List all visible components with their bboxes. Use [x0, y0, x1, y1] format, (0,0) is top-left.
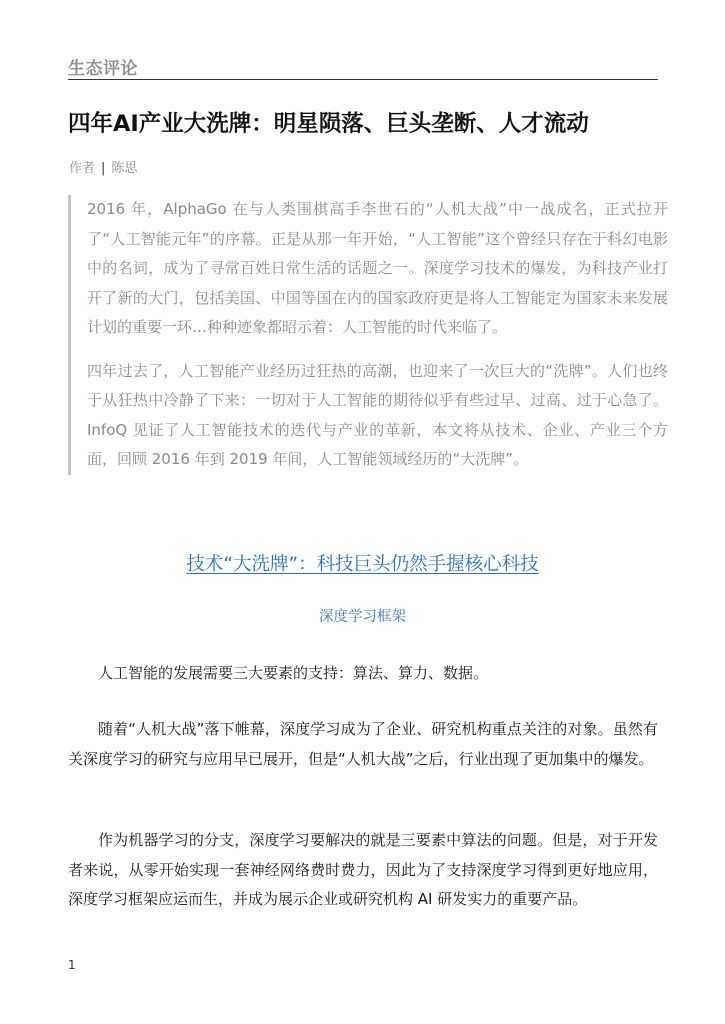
body-paragraph-block: [68, 715, 658, 774]
section-heading-link[interactable]: 技术“大洗牌”：科技巨头仍然手握核心科技: [186, 554, 539, 575]
body-paragraph-block: [68, 826, 658, 915]
body-paragraph: 随着“人机大战”落下帷幕，深度学习成为了企业、研究机构重点关注的对象。虽然有关深度学习的研究与应用早已展开，但是“人机大战”之后，行业出现了更加集中的爆发。: [68, 720, 658, 768]
byline: [69, 157, 137, 176]
body-paragraph-block: [68, 659, 658, 689]
intro-paragraph: 四年过去了，人工智能产业经历过狂热的高潮，也迎来了一次巨大的“洗牌”。人们也终于从狂热中冷静了下来：一切对于人工智能的期待似乎有些过早、过高、过于心急了。InfoQ 见证了人工智能技术的迭代与产业的革新，本文将从技术、企业、产业三个方面，回顾 2016 年到 2019 年间，人工智能领域经历的“大洗牌”。: [87, 361, 668, 468]
byline-separator: |: [101, 161, 106, 176]
author-label: 作者: [69, 161, 96, 176]
body-paragraph: 人工智能的发展需要三大要素的支持：算法、算力、数据。: [98, 664, 489, 682]
body-paragraph: 作为机器学习的分支，深度学习要解决的就是三要素中算法的问题。但是，对于开发者来说，从零开始实现一套神经网络费时费力，因此为了支持深度学习得到更好地应用，深度学习框架应运而生，并成为展示企业或研究机构 AI 研发实力的重要产品。: [68, 831, 658, 908]
intro-blockquote: [68, 195, 668, 475]
header-divider: [68, 79, 658, 80]
subsection-heading: 深度学习框架: [319, 609, 406, 625]
page-number: 1: [68, 958, 76, 972]
section-label: 生态评论: [68, 59, 138, 79]
article-title: 四年AI产业大洗牌：明星陨落、巨头垄断、人才流动: [68, 111, 589, 137]
intro-paragraph: 2016 年，AlphaGo 在与人类围棋高手李世石的“人机大战”中一战成名，正式拉开了“人工智能元年”的序幕。正是从那一年开始，“人工智能”这个曾经只存在于科幻电影中的名词，成为了寻常百姓日常生活的话题之一。深度学习技术的爆发，为科技产业打开了新的大门，包括美国、中国等国在内的国家政府更是将人工智能定为国家未来发展计划的重要一环…种种迹象都昭示着：人工智能的时代来临了。: [87, 200, 668, 336]
author-name: 陈思: [111, 161, 138, 176]
